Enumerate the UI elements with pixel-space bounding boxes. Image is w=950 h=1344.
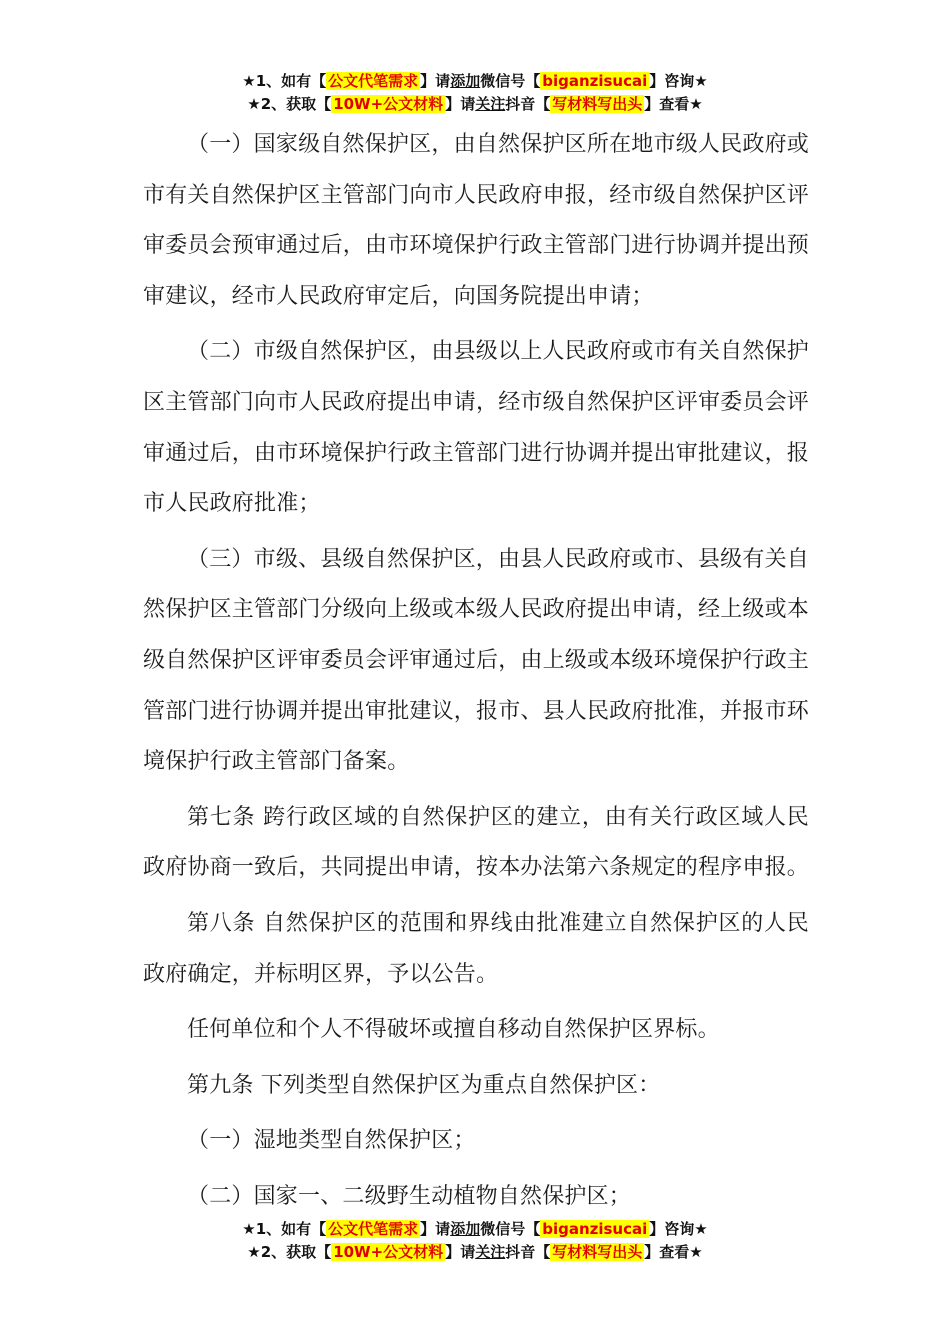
paragraph: 任何单位和个人不得破坏或擅自移动自然保护区界标。 <box>187 1017 720 1043</box>
promo-highlight: 公文代笔需求 <box>328 1220 419 1238</box>
promo-text-underlined: 添加 <box>450 1220 481 1238</box>
promo-highlight: 10W+公文材料 <box>333 95 444 113</box>
promo-highlight: 10W+公文材料 <box>333 1243 444 1261</box>
promo-text: ★1、如有【 <box>242 72 327 90</box>
promo-text: 】请 <box>420 1220 451 1238</box>
promo-text: 】请 <box>445 1243 476 1261</box>
promo-text: ★2、获取【 <box>247 95 332 113</box>
promo-text-underlined: 关注 <box>475 1243 506 1261</box>
promo-text: 】咨询★ <box>649 72 708 90</box>
paragraph: （二）国家一、二级野生动植物自然保护区； <box>187 1183 632 1209</box>
promo-text: 抖音【 <box>505 1243 551 1261</box>
promo-text: 】请 <box>420 72 451 90</box>
promo-text-underlined: 关注 <box>475 95 506 113</box>
promo-douyin-id: 写材料写出头 <box>552 95 643 113</box>
paragraph: 第七条 跨行政区域的自然保护区的建立，由有关行政区域人民政府协商一致后，共同提出申请，按本办法第六条规定的程序申报。 <box>143 804 810 881</box>
paragraph: 第九条 下列类型自然保护区为重点自然保护区： <box>187 1072 661 1098</box>
promo-text: 微信号【 <box>480 72 541 90</box>
paragraph: （二）市级自然保护区，由县级以上人民政府或市有关自然保护区主管部门向市人民政府提出申请，经市级自然保护区评审委员会评审通过后，由市环境保护行政主管部门进行协调并提出审批建议，报市人民政府批准； <box>143 339 810 517</box>
promo-text: 微信号【 <box>480 1220 541 1238</box>
promo-douyin-id: 写材料写出头 <box>552 1243 643 1261</box>
footer-promo-banner <box>0 1218 950 1264</box>
promo-wechat-id: biganzisucai <box>542 72 648 90</box>
promo-text: ★1、如有【 <box>242 1220 327 1238</box>
promo-text: 抖音【 <box>505 95 551 113</box>
promo-text: 】咨询★ <box>649 1220 708 1238</box>
promo-line-2 <box>0 1241 950 1264</box>
promo-wechat-id: biganzisucai <box>542 1220 648 1238</box>
promo-highlight: 公文代笔需求 <box>328 72 419 90</box>
paragraph: 第八条 自然保护区的范围和界线由批准建立自然保护区的人民政府确定，并标明区界，予以公告。 <box>143 910 809 987</box>
header-promo-banner <box>0 70 950 116</box>
promo-text: 】查看★ <box>644 1243 703 1261</box>
paragraph: （三）市级、县级自然保护区，由县人民政府或市、县级有关自然保护区主管部门分级向上级或本级人民政府提出申请，经上级或本级自然保护区评审委员会评审通过后，由上级或本级环境保护行政主管部门进行协调并提出审批建议，报市、县人民政府批准，并报市环境保护行政主管部门备案。 <box>143 546 810 775</box>
promo-text-underlined: 添加 <box>450 72 481 90</box>
promo-text: 】请 <box>445 95 476 113</box>
paragraph: （一）国家级自然保护区，由自然保护区所在地市级人民政府或市有关自然保护区主管部门向市人民政府申报，经市级自然保护区评审委员会预审通过后，由市环境保护行政主管部门进行协调并提出预审建议，经市人民政府审定后，向国务院提出申请； <box>143 132 810 309</box>
promo-text: ★2、获取【 <box>247 1243 332 1261</box>
promo-line-2 <box>0 93 950 116</box>
document-body <box>143 120 809 1227</box>
paragraph: （一）湿地类型自然保护区； <box>187 1128 476 1154</box>
promo-line-1 <box>0 1218 950 1241</box>
promo-line-1 <box>0 70 950 93</box>
promo-text: 】查看★ <box>644 95 703 113</box>
